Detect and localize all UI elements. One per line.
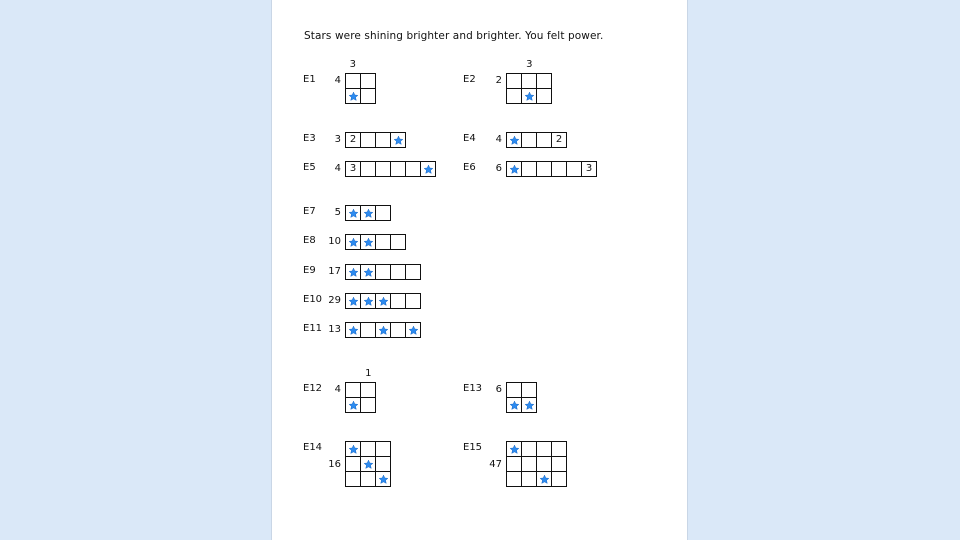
puzzle-label-e1: E1	[303, 74, 316, 85]
empty-cell[interactable]	[361, 398, 376, 413]
empty-cell[interactable]	[522, 457, 537, 472]
empty-cell[interactable]	[376, 265, 391, 280]
star-icon	[348, 91, 359, 102]
star-cell[interactable]	[522, 89, 537, 104]
puzzle-grid-e8	[345, 234, 406, 250]
row-clue: 2	[495, 75, 502, 86]
empty-cell[interactable]	[406, 265, 421, 280]
row-clue: 4	[495, 134, 502, 145]
number-cell[interactable]: 3	[582, 162, 597, 177]
empty-cell[interactable]	[376, 162, 391, 177]
star-icon	[509, 444, 520, 455]
puzzle-grid-e6	[506, 161, 597, 177]
column-clue: 1	[365, 368, 372, 379]
column-clue: 3	[349, 59, 356, 70]
puzzle-label-e12: E12	[303, 383, 323, 394]
puzzle-label-e5: E5	[303, 162, 316, 173]
star-cell[interactable]	[361, 457, 376, 472]
star-icon	[524, 91, 535, 102]
empty-cell[interactable]	[361, 133, 376, 148]
star-icon	[363, 208, 374, 219]
empty-cell[interactable]	[391, 235, 406, 250]
row-clue: 4	[334, 163, 341, 174]
empty-cell[interactable]	[567, 162, 582, 177]
puzzle-grid-e12	[345, 382, 376, 413]
star-cell[interactable]	[376, 323, 391, 338]
empty-cell[interactable]	[361, 442, 376, 457]
star-cell[interactable]	[346, 442, 361, 457]
empty-cell[interactable]	[376, 133, 391, 148]
star-icon	[348, 325, 359, 336]
empty-cell[interactable]	[361, 74, 376, 89]
star-icon	[408, 325, 419, 336]
star-icon	[348, 296, 359, 307]
puzzle-label-e3: E3	[303, 133, 316, 144]
puzzle-grid-e5	[345, 161, 436, 177]
row-clue: 16	[328, 458, 341, 470]
puzzle-label-e4: E4	[463, 133, 476, 144]
star-cell[interactable]	[346, 294, 361, 309]
empty-cell[interactable]	[361, 383, 376, 398]
puzzle-grid-e7	[345, 205, 391, 221]
star-icon	[509, 135, 520, 146]
empty-cell[interactable]	[346, 472, 361, 487]
star-icon	[363, 237, 374, 248]
puzzle-label-e15: E15	[463, 442, 483, 453]
puzzle-grid-e2	[506, 73, 552, 104]
puzzle-grid-e4	[506, 132, 567, 148]
empty-cell[interactable]	[376, 235, 391, 250]
star-cell[interactable]	[406, 323, 421, 338]
empty-cell[interactable]	[346, 457, 361, 472]
star-icon	[539, 474, 550, 485]
empty-cell[interactable]	[522, 442, 537, 457]
puzzle-grid-e9	[345, 264, 421, 280]
puzzle-label-e8: E8	[303, 235, 316, 246]
empty-cell[interactable]	[376, 442, 391, 457]
star-icon	[509, 164, 520, 175]
puzzle-grid-e11	[345, 322, 421, 338]
empty-cell[interactable]	[391, 323, 406, 338]
empty-cell[interactable]	[391, 265, 406, 280]
empty-cell[interactable]	[537, 89, 552, 104]
puzzle-label-e11: E11	[303, 323, 323, 334]
star-cell[interactable]	[346, 235, 361, 250]
row-clue: 3	[334, 134, 341, 145]
empty-cell[interactable]	[507, 74, 522, 89]
row-clue: 6	[495, 163, 502, 174]
empty-cell[interactable]	[522, 74, 537, 89]
puzzle-grid-e14	[345, 441, 391, 487]
row-clue: 29	[328, 295, 341, 306]
row-clue: 6	[495, 384, 502, 395]
row-clue: 10	[328, 236, 341, 247]
column-clue: 3	[526, 59, 533, 70]
empty-cell[interactable]	[552, 472, 567, 487]
star-cell[interactable]	[507, 442, 522, 457]
star-icon	[348, 208, 359, 219]
empty-cell[interactable]	[376, 457, 391, 472]
star-cell[interactable]	[346, 206, 361, 221]
star-cell[interactable]	[522, 398, 537, 413]
row-clue: 4	[334, 384, 341, 395]
empty-cell[interactable]	[376, 206, 391, 221]
puzzle-label-e13: E13	[463, 383, 483, 394]
star-icon	[393, 135, 404, 146]
puzzle-grid-e15	[506, 441, 567, 487]
puzzle-label-e9: E9	[303, 265, 316, 276]
star-cell[interactable]	[507, 398, 522, 413]
empty-cell[interactable]	[522, 162, 537, 177]
puzzle-label-e6: E6	[463, 162, 476, 173]
number-cell[interactable]: 2	[552, 133, 567, 148]
star-icon	[524, 400, 535, 411]
star-icon	[348, 444, 359, 455]
row-clue: 47	[489, 458, 502, 470]
empty-cell[interactable]	[391, 294, 406, 309]
empty-cell[interactable]	[406, 162, 421, 177]
star-cell[interactable]	[346, 265, 361, 280]
empty-cell[interactable]	[552, 442, 567, 457]
star-icon	[509, 400, 520, 411]
empty-cell[interactable]	[537, 133, 552, 148]
empty-cell[interactable]	[406, 294, 421, 309]
empty-cell[interactable]	[537, 457, 552, 472]
star-cell[interactable]	[361, 294, 376, 309]
puzzle-grid-e3	[345, 132, 406, 148]
empty-cell[interactable]	[361, 472, 376, 487]
star-icon	[348, 267, 359, 278]
star-icon	[363, 267, 374, 278]
row-clue: 17	[328, 266, 341, 277]
empty-cell[interactable]	[522, 133, 537, 148]
puzzle-label-e7: E7	[303, 206, 316, 217]
empty-cell[interactable]	[507, 383, 522, 398]
star-cell[interactable]	[376, 294, 391, 309]
puzzle-grid-e13	[506, 382, 537, 413]
number-cell[interactable]: 2	[346, 133, 361, 148]
puzzle-label-e2: E2	[463, 74, 476, 85]
star-cell[interactable]	[346, 89, 361, 104]
empty-cell[interactable]	[537, 162, 552, 177]
star-icon	[363, 296, 374, 307]
puzzle-label-e10: E10	[303, 294, 323, 305]
star-cell[interactable]	[507, 162, 522, 177]
empty-cell[interactable]	[346, 383, 361, 398]
empty-cell[interactable]	[537, 74, 552, 89]
row-clue: 5	[334, 207, 341, 218]
star-cell[interactable]	[346, 323, 361, 338]
empty-cell[interactable]	[391, 162, 406, 177]
empty-cell[interactable]	[522, 472, 537, 487]
puzzle-grid-e1	[345, 73, 376, 104]
star-cell[interactable]	[361, 235, 376, 250]
empty-cell[interactable]	[537, 442, 552, 457]
puzzle-grid-e10	[345, 293, 421, 309]
empty-cell[interactable]	[507, 457, 522, 472]
empty-cell[interactable]	[361, 323, 376, 338]
star-cell[interactable]	[346, 398, 361, 413]
empty-cell[interactable]	[507, 472, 522, 487]
empty-cell[interactable]	[346, 74, 361, 89]
star-cell[interactable]	[507, 133, 522, 148]
star-icon	[348, 400, 359, 411]
empty-cell[interactable]	[552, 457, 567, 472]
row-clue: 4	[334, 75, 341, 86]
star-cell[interactable]	[421, 162, 436, 177]
empty-cell[interactable]	[552, 162, 567, 177]
empty-cell[interactable]	[522, 383, 537, 398]
star-cell[interactable]	[391, 133, 406, 148]
number-cell[interactable]: 3	[346, 162, 361, 177]
star-icon	[423, 164, 434, 175]
star-cell[interactable]	[361, 265, 376, 280]
empty-cell[interactable]	[361, 89, 376, 104]
star-cell[interactable]	[376, 472, 391, 487]
puzzle-label-e14: E14	[303, 442, 323, 453]
star-icon	[348, 237, 359, 248]
star-cell[interactable]	[361, 206, 376, 221]
empty-cell[interactable]	[507, 89, 522, 104]
empty-cell[interactable]	[361, 162, 376, 177]
worksheet-title: Stars were shining brighter and brighter. You felt power.	[304, 30, 604, 42]
star-icon	[378, 325, 389, 336]
star-cell[interactable]	[537, 472, 552, 487]
star-icon	[378, 474, 389, 485]
row-clue: 13	[328, 324, 341, 335]
star-icon	[363, 459, 374, 470]
star-icon	[378, 296, 389, 307]
